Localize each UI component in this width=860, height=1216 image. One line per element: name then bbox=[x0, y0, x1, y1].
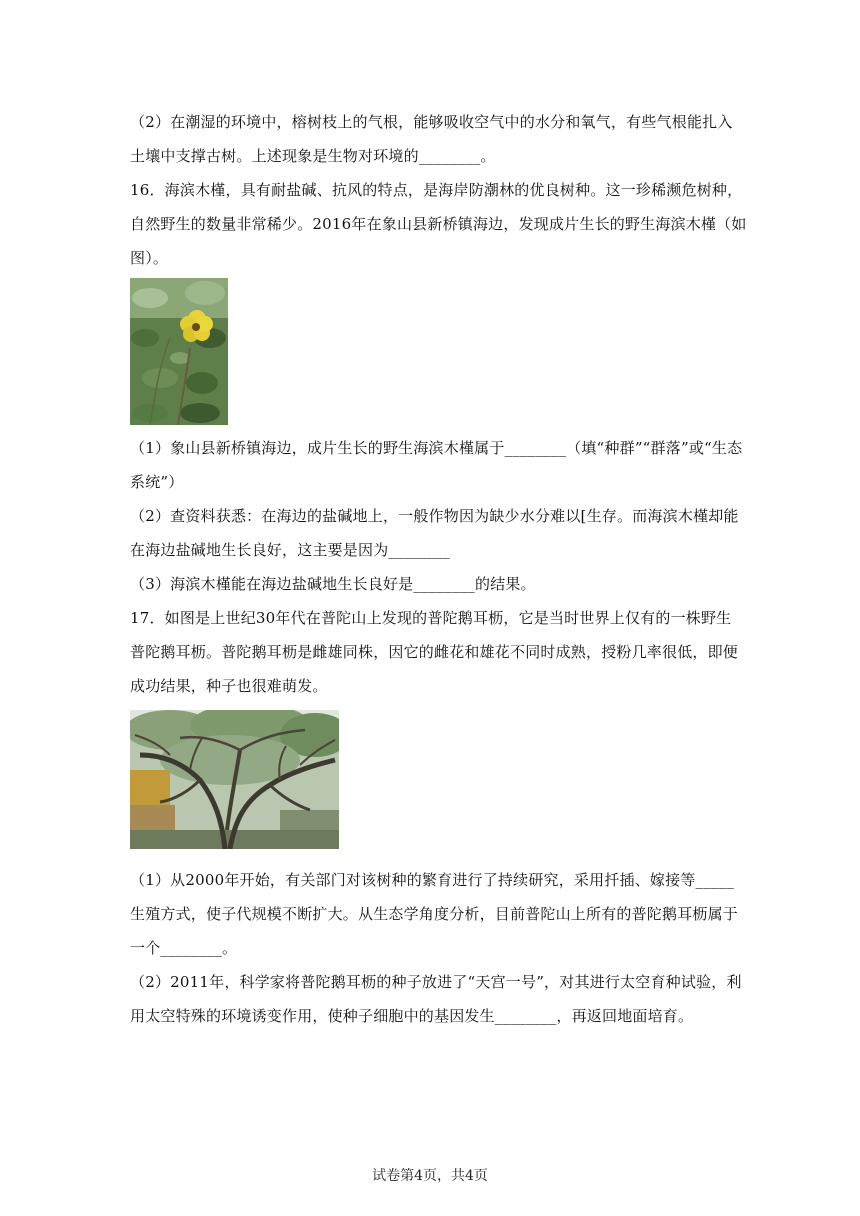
q16-part1-line2: 系统”） bbox=[130, 473, 184, 491]
q16-stem-line3: 图）。 bbox=[130, 249, 169, 267]
q16-part2-line1: （2）查资料获悉：在海边的盐碱地上，一般作物因为缺少水分难以[生存。而海滨木槿却能 bbox=[130, 507, 739, 525]
q16-hibiscus-image bbox=[130, 278, 228, 425]
q16-part3-line1: （3）海滨木槿能在海边盐碱地生长良好是________的结果。 bbox=[130, 575, 536, 593]
q17-stem-line2: 普陀鹅耳枥。普陀鹅耳枥是雌雄同株，因它的雌花和雄花不同时成熟，授粉几率很低，即便 bbox=[130, 643, 739, 661]
q16-part2-line2: 在海边盐碱地生长良好，这主要是因为________ bbox=[130, 541, 451, 559]
q17-stem-line1: 17．如图是上世纪30年代在普陀山上发现的普陀鹅耳枥，它是当时世界上仅有的一株野生 bbox=[130, 609, 732, 627]
q17-part1-line1: （1）从2000年开始，有关部门对该树种的繁育进行了持续研究，采用扦插、嫁接等_____ bbox=[130, 871, 735, 889]
q17-tree-image bbox=[130, 710, 339, 849]
q17-stem-line3: 成功结果，种子也很难萌发。 bbox=[130, 677, 328, 695]
q17-part1-line2: 生殖方式，使子代规模不断扩大。从生态学角度分析，目前普陀山上所有的普陀鹅耳枥属于 bbox=[130, 905, 739, 923]
q16-stem-line1: 16．海滨木槿，具有耐盐碱、抗风的特点，是海岸防潮林的优良树种。这一珍稀濒危树种， bbox=[130, 181, 743, 199]
q17-part2-line2: 用太空特殊的环境诱变作用，使种子细胞中的基因发生________，再返回地面培育。 bbox=[130, 1007, 694, 1025]
q17-part1-line3: 一个________。 bbox=[130, 939, 238, 957]
q15-part2-line2: 土壤中支撑古树。上述现象是生物对环境的________。 bbox=[130, 147, 496, 165]
q16-part1-line1: （1）象山县新桥镇海边，成片生长的野生海滨木槿属于________（填“种群”“群落”或“生态 bbox=[130, 439, 743, 457]
q16-stem-line2: 自然野生的数量非常稀少。2016年在象山县新桥镇海边，发现成片生长的野生海滨木槿（如 bbox=[130, 215, 747, 233]
page-footer: 试卷第4页，共4页 bbox=[372, 1168, 488, 1184]
q17-part2-line1: （2）2011年，科学家将普陀鹅耳枥的种子放进了“天宫一号”，对其进行太空育种试验，利 bbox=[130, 973, 742, 991]
q15-part2-line1: （2）在潮湿的环境中，榕树枝上的气根，能够吸收空气中的水分和氧气，有些气根能扎入 bbox=[130, 113, 733, 131]
